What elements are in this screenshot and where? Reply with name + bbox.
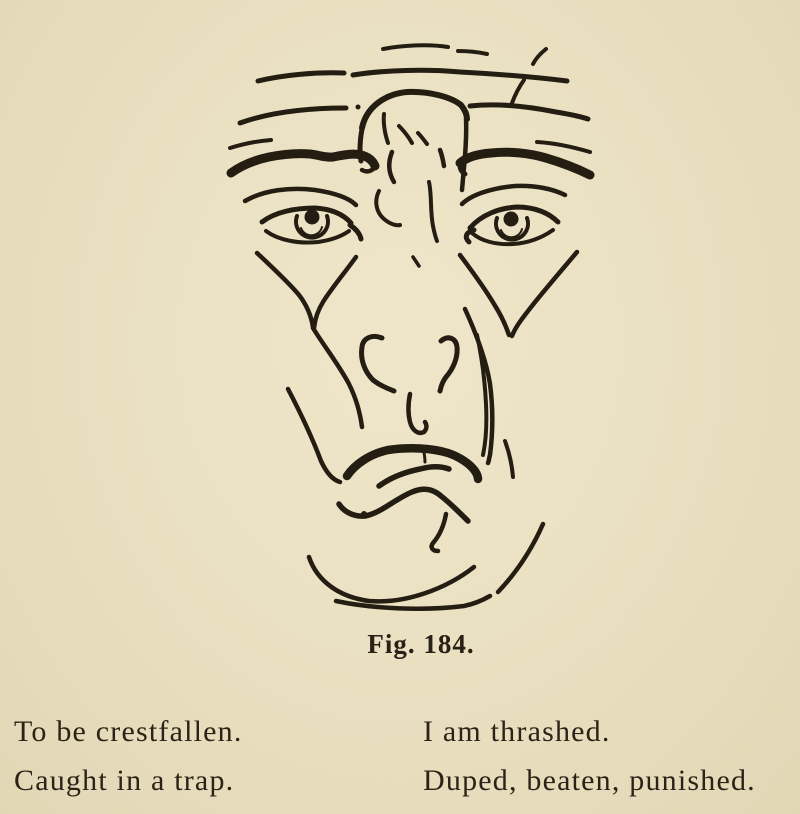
chin-dot: [361, 511, 367, 517]
brow-knot-extension: [470, 105, 588, 119]
brow-knot-arch: [362, 92, 467, 128]
right-cheek-fold: [460, 255, 509, 335]
left-cheek-fold: [314, 257, 356, 328]
philtrum-stroke: [423, 447, 425, 462]
chin-outline: [309, 557, 474, 601]
right-nasolabial-fold: [465, 309, 492, 463]
glabella-furrow: [418, 133, 427, 144]
caption-right-line-1: I am thrashed.: [423, 715, 611, 748]
left-nostril-wing: [362, 336, 394, 391]
caption-column-left: [14, 707, 243, 805]
left-eye-inner-corner: [350, 225, 361, 239]
forehead-line: [353, 70, 567, 81]
hair-stroke: [533, 49, 546, 64]
forehead-line: [537, 142, 590, 152]
right-nostril-wing: [440, 338, 457, 391]
nose-bridge-dash: [413, 257, 419, 266]
glabella-furrow: [384, 114, 388, 143]
right-jaw-line: [498, 524, 543, 592]
left-nasolabial-fold: [313, 328, 362, 427]
nose-bridge-line: [376, 191, 400, 225]
ink-dot: [356, 105, 361, 110]
glabella-furrow: [440, 150, 444, 166]
forehead-line: [230, 140, 271, 148]
upper-lip: [347, 448, 478, 479]
caption-left-line-1: To be crestfallen.: [14, 715, 243, 748]
nose-tip: [409, 394, 427, 433]
left-jaw-line: [288, 389, 340, 482]
right-lid-crease: [462, 186, 565, 204]
forehead-line: [383, 45, 448, 49]
glabella-furrow: [399, 126, 412, 143]
chin-crease: [339, 489, 468, 521]
right-jowl-line: [505, 441, 513, 477]
right-nasolabial-fold: [477, 335, 486, 455]
lower-lip: [379, 467, 449, 486]
left-pupil: [305, 210, 320, 225]
right-cheek-fold: [512, 252, 577, 336]
left-lid-crease: [245, 189, 356, 205]
right-pupil: [504, 212, 519, 227]
forehead-line: [258, 73, 344, 81]
caption-right-line-2: Duped, beaten, punished.: [423, 764, 756, 797]
right-eyebrow: [460, 152, 590, 175]
nose-bridge-line: [429, 182, 437, 241]
chin-squiggle: [432, 514, 446, 551]
left-eyebrow-hook: [362, 166, 375, 171]
caption-left-line-2: Caught in a trap.: [14, 764, 235, 797]
figure-caption: Fig. 184.: [367, 629, 475, 659]
hair-stroke: [512, 80, 524, 103]
left-eyebrow: [231, 154, 375, 173]
left-cheek-fold: [257, 253, 313, 327]
caption-column-right: [423, 707, 756, 805]
forehead-line: [458, 51, 487, 54]
forehead-line: [240, 108, 346, 123]
glabella-furrow: [389, 152, 394, 182]
